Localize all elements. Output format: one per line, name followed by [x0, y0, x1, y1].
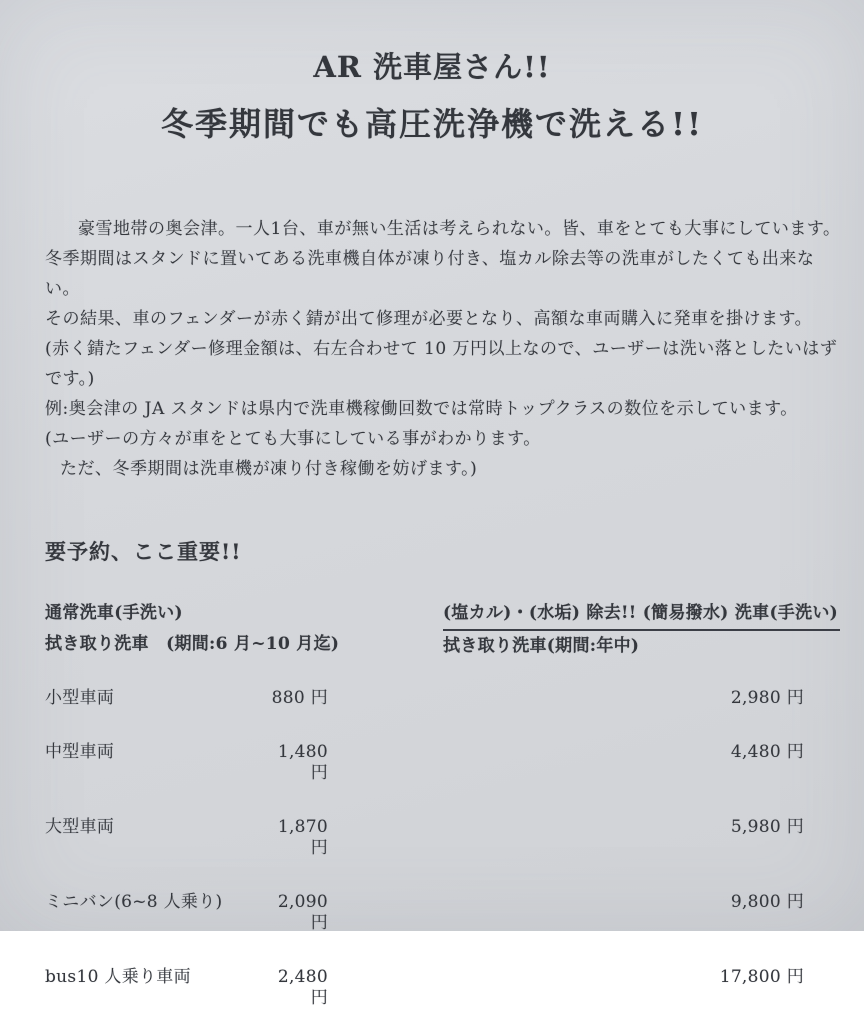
- price-row: [45, 817, 840, 859]
- intro-line: (ユーザーの方々が車をとても大事にしている事がわかります。: [45, 429, 541, 450]
- price-table: [45, 598, 840, 1009]
- removal-wash-header: [443, 598, 840, 662]
- removal-wash-header-line1: (塩カル)・(水垢) 除去!! (簡易撥水) 洗車(手洗い): [443, 598, 840, 631]
- intro-line: 例:奥会津の JA スタンドは県内で洗車機稼働回数では常時トップクラスの数位を示しています。: [45, 399, 798, 420]
- vehicle-type-label: 小型車両: [45, 688, 115, 709]
- intro-paragraph: [45, 214, 846, 484]
- normal-wash-header-line2: 拭き取り洗車 (期間:6 月~10 月迄): [45, 634, 340, 655]
- doc-title-line1: AR 洗車屋さん!!: [313, 50, 551, 84]
- normal-wash-header: [45, 598, 443, 662]
- normal-wash-header-line1: 通常洗車(手洗い): [45, 603, 183, 624]
- normal-price: 1,480 円: [277, 742, 328, 784]
- intro-line: (赤く錆たフェンダー修理金額は、右左合わせて 10 万円以上なので、ユーザーは洗い落としたいはずです。): [45, 339, 838, 390]
- normal-price: 1,870 円: [277, 817, 328, 859]
- normal-price: 880 円: [271, 688, 328, 709]
- normal-price: 2,480 円: [277, 967, 328, 1009]
- price-row: [45, 892, 840, 934]
- price-row: [45, 688, 840, 709]
- section-heading: 要予約、ここ重要!!: [45, 539, 242, 565]
- price-table-header: [45, 598, 840, 662]
- doc-title-line2: 冬季期間でも高圧洗浄機で洗える!!: [160, 105, 704, 144]
- removal-price: 2,980 円: [730, 688, 804, 709]
- removal-price: 17,800 円: [719, 967, 804, 988]
- price-row: [45, 742, 840, 784]
- intro-line: その結果、車のフェンダーが赤く錆が出て修理が必要となり、高額な車両購入に発車を掛けます。: [45, 309, 813, 330]
- intro-line: 豪雪地帯の奥会津。一人1台、車が無い生活は考えられない。皆、車をとても大事にしています。: [78, 219, 841, 240]
- removal-price: 4,480 円: [730, 742, 804, 763]
- normal-price: 2,090 円: [277, 892, 328, 934]
- vehicle-type-label: ミニバン(6~8 人乗り): [45, 892, 223, 913]
- vehicle-type-label: 中型車両: [45, 742, 115, 763]
- intro-line: ただ、冬季期間は洗車機が凍り付き稼働を妨げます。): [60, 459, 478, 480]
- intro-line: 冬季期間はスタンドに置いてある洗車機自体が凍り付き、塩カル除去等の洗車がしたくても出来ない。: [45, 249, 815, 300]
- removal-wash-header-line2: 拭き取り洗車(期間:年中): [443, 636, 640, 657]
- removal-price: 5,980 円: [730, 817, 804, 838]
- vehicle-type-label: bus10 人乗り車両: [45, 967, 191, 988]
- removal-price: 9,800 円: [730, 892, 804, 913]
- price-row: [45, 967, 840, 1009]
- vehicle-type-label: 大型車両: [45, 817, 115, 838]
